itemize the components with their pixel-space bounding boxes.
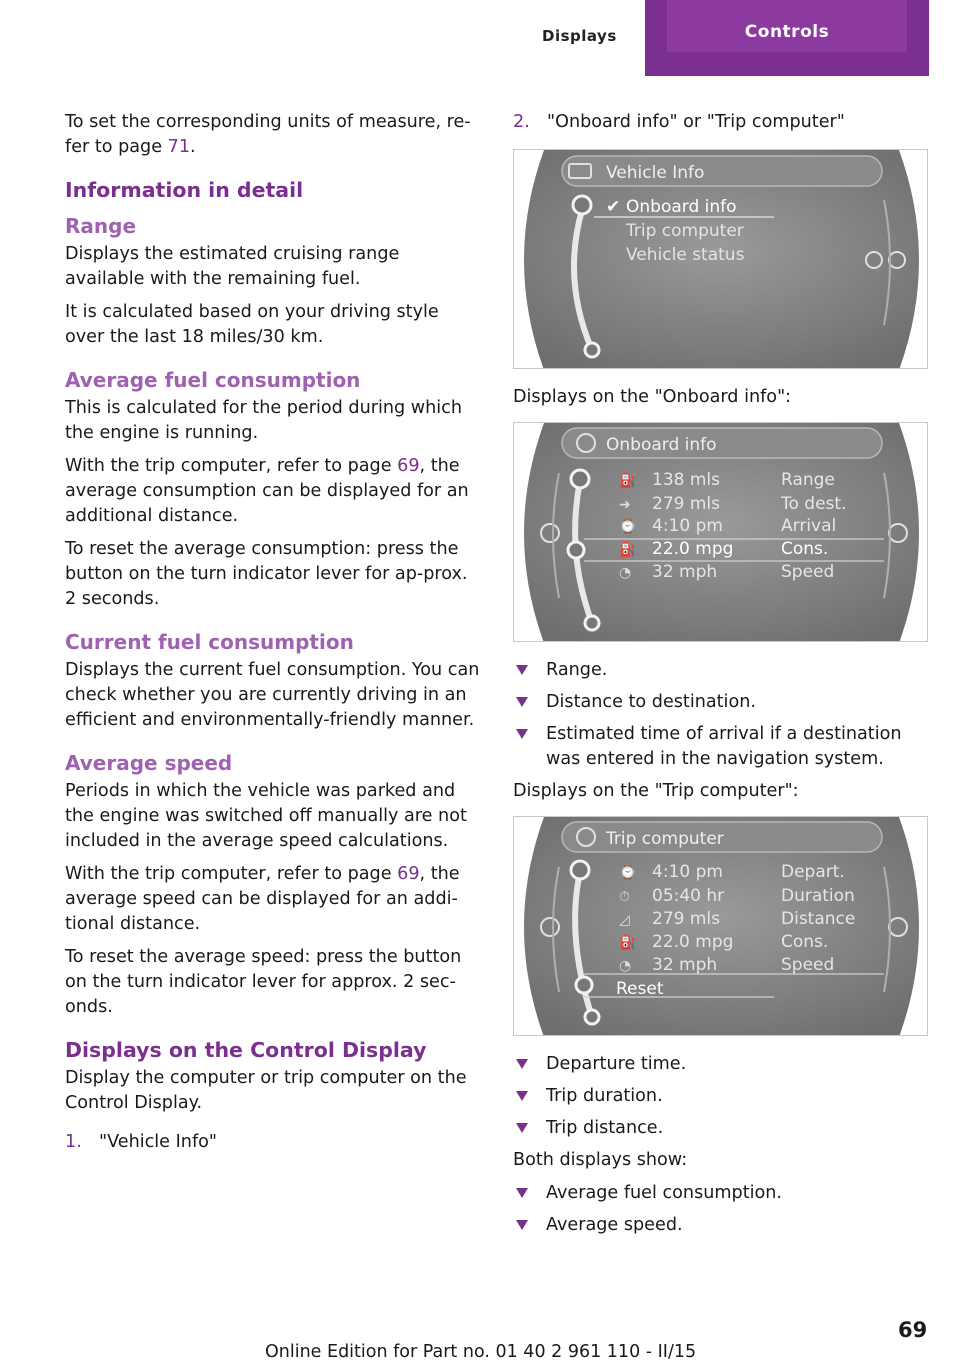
header-tab-controls[interactable] xyxy=(645,0,929,76)
onboard-value-cons: 22.0 mpg xyxy=(652,539,734,559)
left-column xyxy=(65,110,480,1163)
destination-icon: ➜ xyxy=(619,497,631,513)
onboard-bullet-2 xyxy=(513,690,928,715)
trip-computer-screenshot xyxy=(513,816,928,1036)
scroll-knob-bottom[interactable] xyxy=(585,343,599,357)
menu-item-status[interactable]: Vehicle status xyxy=(626,245,745,265)
menu-item-trip[interactable]: Trip computer xyxy=(626,221,744,241)
header-tab-displays[interactable] xyxy=(520,0,642,70)
avg-speed-p2-text-b: , the average speed can be displayed for an addi‐tional distance. xyxy=(65,864,460,934)
scroll-knob-top[interactable] xyxy=(571,470,589,488)
screen2-title: Onboard info xyxy=(606,435,717,455)
avg-fuel-p2-text-b: , the average consumption can be displayed for an additional distance. xyxy=(65,456,469,526)
header-tab-controls-label: Controls xyxy=(744,22,830,42)
onboard-bullet-1-text: Range. xyxy=(546,660,608,680)
page-link-71[interactable]: 71 xyxy=(167,137,191,157)
trip-bullet-3-text: Trip distance. xyxy=(546,1118,664,1138)
arrival-icon: ⌚ xyxy=(619,519,637,535)
vehicle-info-screen-graphic xyxy=(514,150,928,369)
scroll-knob-mid[interactable] xyxy=(576,977,592,993)
onboard-value-todest: 279 mls xyxy=(652,494,720,514)
onboard-bullet-3-text: Estimated time of arrival if a destination was entered in the navigation system. xyxy=(546,724,902,769)
both-caption: Both displays show: xyxy=(513,1150,688,1170)
trip-bullet-2-text: Trip duration. xyxy=(546,1086,663,1106)
speed-icon: ◔ xyxy=(619,565,632,581)
onboard-info-screen-graphic xyxy=(514,423,928,642)
control-display-paragraph: Display the computer or trip computer on the Control Display. xyxy=(65,1068,467,1113)
edition-note: Online Edition for Part no. 01 40 2 961 110 - II/15 xyxy=(265,1342,697,1362)
step-2 xyxy=(513,110,928,135)
bullet-triangle-icon xyxy=(516,729,528,739)
avg-fuel-paragraph-2 xyxy=(65,454,480,529)
step-2-text: "Onboard info" or "Trip computer" xyxy=(547,112,845,132)
range-paragraph-1: Displays the estimated cruising range available with the remaining fuel. xyxy=(65,244,400,289)
trip-label-speed: Speed xyxy=(781,955,835,975)
trip-value-cons: 22.0 mpg xyxy=(652,932,734,952)
both-bullet-1-text: Average fuel consumption. xyxy=(546,1183,782,1203)
consumption-icon: ⛽ xyxy=(619,935,637,951)
step-1-number: 1. xyxy=(65,1132,82,1152)
onboard-value-arrival: 4:10 pm xyxy=(652,516,723,536)
trip-value-duration: 05:40 hr xyxy=(652,886,725,906)
onboard-label-todest: To dest. xyxy=(781,494,847,514)
onboard-info-screenshot xyxy=(513,422,928,642)
step-1 xyxy=(65,1130,480,1155)
consumption-icon: ⛽ xyxy=(619,542,637,558)
step-1-text: "Vehicle Info" xyxy=(99,1132,217,1152)
trip-caption: Displays on the "Trip computer": xyxy=(513,781,799,801)
avg-speed-paragraph-1: Periods in which the vehicle was parked and the engine was switched off manually are not included in the average speed calculations. xyxy=(65,781,467,851)
trip-bullet-1-text: Departure time. xyxy=(546,1054,687,1074)
right-column xyxy=(513,110,928,1245)
header-tab-controls-inner xyxy=(667,0,907,52)
both-bullet-1 xyxy=(513,1181,928,1206)
departure-icon: ⌚ xyxy=(619,865,637,881)
trip-label-distance: Distance xyxy=(781,909,856,929)
avg-speed-paragraph-2 xyxy=(65,862,480,937)
intro-text: To set the corresponding units of measure, re‐fer to page xyxy=(65,112,471,157)
duration-icon: ⏱ xyxy=(619,889,630,905)
screen3-title: Trip computer xyxy=(606,829,724,849)
both-bullet-2 xyxy=(513,1213,928,1238)
onboard-bullet-1 xyxy=(513,658,928,683)
current-fuel-heading: Current fuel consumption xyxy=(65,630,354,654)
onboard-label-speed: Speed xyxy=(781,562,835,582)
both-bullet-2-text: Average speed. xyxy=(546,1215,683,1235)
speed-icon: ◔ xyxy=(619,958,632,974)
bullet-triangle-icon xyxy=(516,665,528,675)
avg-speed-p2-text-a: With the trip computer, refer to page xyxy=(65,864,392,884)
header-tab-displays-label: Displays xyxy=(542,27,617,45)
bullet-triangle-icon xyxy=(516,1220,528,1230)
control-display-heading: Displays on the Control Display xyxy=(65,1038,427,1062)
avg-fuel-heading: Average fuel consumption xyxy=(65,368,361,392)
bullet-triangle-icon xyxy=(516,1123,528,1133)
check-icon: ✔ xyxy=(606,197,621,217)
onboard-bullet-2-text: Distance to destination. xyxy=(546,692,756,712)
trip-reset-button[interactable]: Reset xyxy=(616,979,664,999)
scroll-knob-bottom[interactable] xyxy=(585,616,599,630)
trip-computer-screen-graphic xyxy=(514,817,928,1036)
onboard-value-range: 138 mls xyxy=(652,470,720,490)
scroll-knob-bottom[interactable] xyxy=(585,1010,599,1024)
bullet-triangle-icon xyxy=(516,1091,528,1101)
trip-value-distance: 279 mls xyxy=(652,909,720,929)
distance-icon: ◿ xyxy=(619,912,630,928)
range-paragraph-2: It is calculated based on your driving style over the last 18 miles/30 km. xyxy=(65,302,439,347)
trip-bullet-2 xyxy=(513,1084,928,1109)
fuel-icon: ⛽ xyxy=(619,473,637,489)
scroll-knob-mid[interactable] xyxy=(568,542,584,558)
range-heading: Range xyxy=(65,214,137,238)
page-number: 69 xyxy=(898,1318,928,1342)
trip-bullet-3 xyxy=(513,1116,928,1141)
onboard-label-arrival: Arrival xyxy=(781,516,837,536)
avg-fuel-paragraph-1: This is calculated for the period during which the engine is running. xyxy=(65,398,463,443)
screen1-title: Vehicle Info xyxy=(606,163,705,183)
page-link-69[interactable]: 69 xyxy=(397,864,420,884)
trip-label-cons: Cons. xyxy=(781,932,829,952)
scroll-knob-top[interactable] xyxy=(573,196,591,214)
avg-fuel-p2-text-a: With the trip computer, refer to page xyxy=(65,456,392,476)
onboard-caption: Displays on the "Onboard info": xyxy=(513,387,792,407)
vehicle-info-screenshot xyxy=(513,149,928,369)
trip-label-depart: Depart. xyxy=(781,862,845,882)
step-2-number: 2. xyxy=(513,112,530,132)
onboard-label-cons: Cons. xyxy=(781,539,829,559)
scroll-knob-top[interactable] xyxy=(571,861,589,879)
menu-item-onboard[interactable]: Onboard info xyxy=(626,197,737,217)
bullet-triangle-icon xyxy=(516,1059,528,1069)
onboard-value-speed: 32 mph xyxy=(652,562,718,582)
trip-value-speed: 32 mph xyxy=(652,955,718,975)
trip-value-depart: 4:10 pm xyxy=(652,862,723,882)
onboard-label-range: Range xyxy=(781,470,835,490)
current-fuel-paragraph: Displays the current fuel consumption. You can check whether you are currently driving in an efficient and environmentally-friendly manner. xyxy=(65,660,480,730)
avg-fuel-paragraph-3: To reset the average consumption: press the button on the turn indicator lever for ap‐prox. 2 seconds. xyxy=(65,539,468,609)
trip-bullet-1 xyxy=(513,1052,928,1077)
bullet-triangle-icon xyxy=(516,697,528,707)
section-title: Information in detail xyxy=(65,178,304,202)
avg-speed-paragraph-3: To reset the average speed: press the button on the turn indicator lever for approx. 2 sec‐onds. xyxy=(65,947,462,1017)
page-link-69[interactable]: 69 xyxy=(397,456,420,476)
bullet-triangle-icon xyxy=(516,1188,528,1198)
trip-label-duration: Duration xyxy=(781,886,855,906)
onboard-bullet-3 xyxy=(513,722,928,772)
intro-paragraph: To set the corresponding units of measure, re‐fer to page 71. xyxy=(65,112,471,157)
avg-speed-heading: Average speed xyxy=(65,751,233,775)
